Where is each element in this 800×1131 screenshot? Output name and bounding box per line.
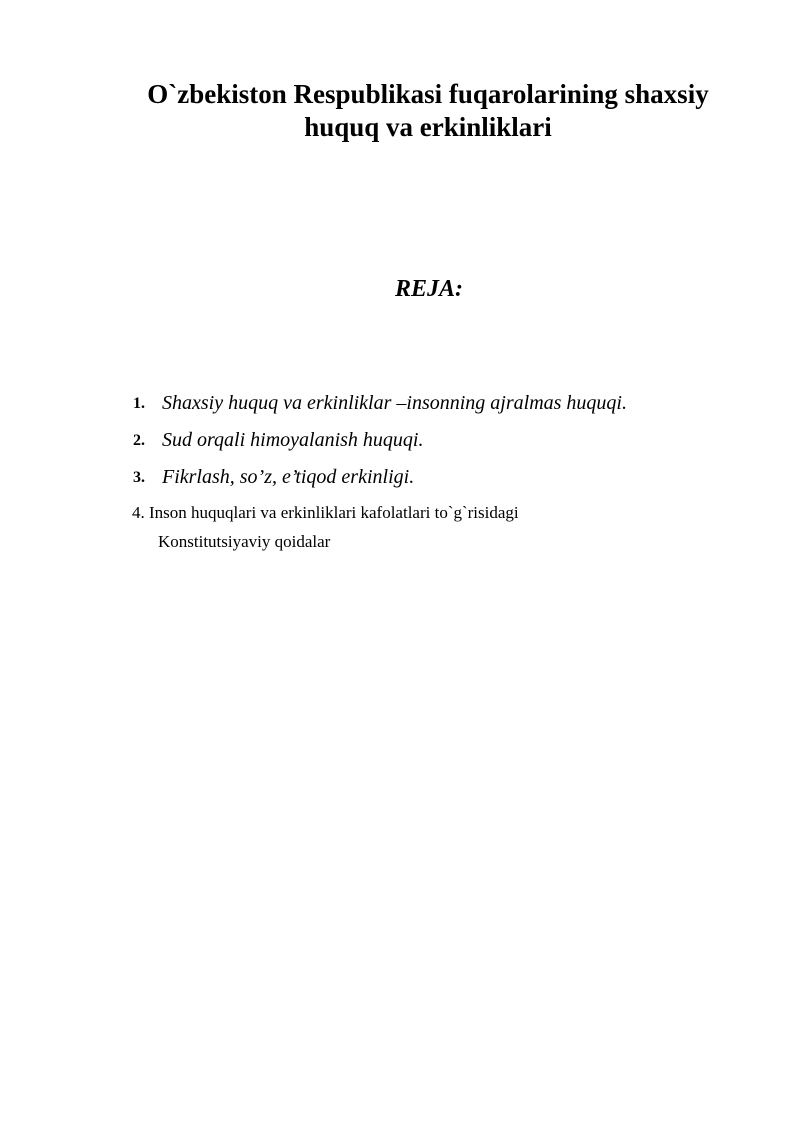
plan-item-text: Fikrlash, so’z, e’tiqod erkinligi.	[162, 466, 415, 488]
plan-item-number: 3.	[133, 469, 145, 486]
plan-item-text: Sud orqali himoyalanish huquqi.	[162, 429, 424, 451]
plan-item-text-line-1: 4. Inson huquqlari va erkinliklari kafolatlari to`g`risidagi	[132, 503, 519, 522]
plan-item-text-line-2: Konstitutsiyaviy qoidalar	[158, 532, 331, 551]
plan-heading: REJA:	[394, 276, 463, 302]
plan-item-plain-text	[132, 503, 519, 552]
document-title-line-2: huquq va erkinliklari	[304, 112, 552, 142]
plan-item-number: 2.	[133, 432, 145, 449]
document-title-line-1: O`zbekiston Respublikasi fuqarolarining shaxsiy	[147, 79, 709, 109]
plan-item-number: 1.	[133, 395, 145, 412]
document-title	[100, 78, 756, 144]
plan-item-text: Shaxsiy huquq va erkinliklar –insonning ajralmas huquqi.	[162, 392, 627, 414]
